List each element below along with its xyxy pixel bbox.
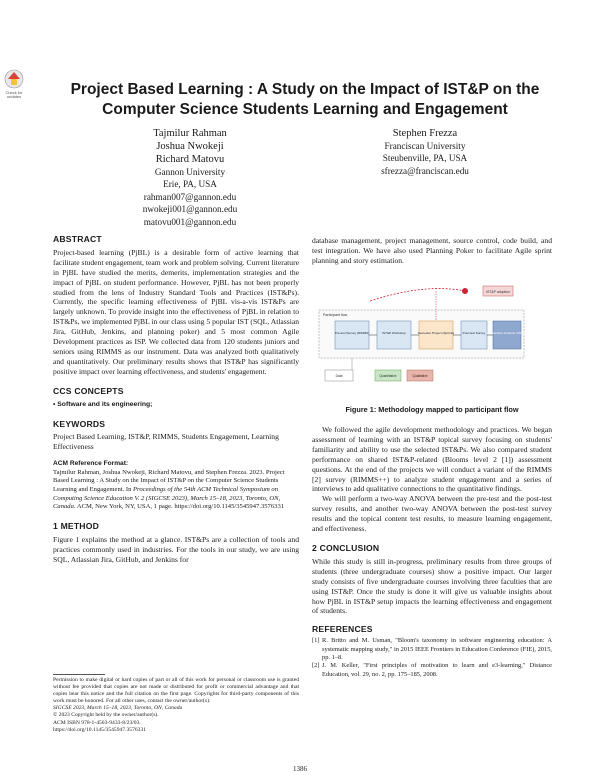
acm-reference-venue: Proceedings of the 54th ACM Technical Symposium on Computing Science Education V. 2 (SIGCSE 2023), March 15–18, 2023, Toronto, ON, Canada. [53, 486, 281, 511]
flow-box-posttest [461, 321, 487, 349]
flow-box-workshop [377, 321, 411, 349]
email[interactable]: rahman007@gannon.edu [143, 191, 237, 202]
figure-caption: Figure 1: Methodology mapped to participant flow [345, 405, 519, 414]
author-name: Stephen Frezza [392, 128, 458, 139]
reference-number: [1] [312, 637, 320, 645]
bottom-box-qual-label: Qualitative [412, 374, 428, 378]
reference-text: R. Britto and M. Usman, "Bloom's taxonomy in software engineering education: A systematic mapping study," in 2015 IEEE Frontiers in Education Conference (FIE), 2015, pp. 1–8. [322, 637, 552, 662]
footnote-block [53, 674, 299, 734]
abstract-text: Project-based learning (PjBL) is a desirable form of active learning that facilitate student engagement, team work and problem solving. Current literature in PjBL have studied the merits, demerits, implementation strategies and the impact of PjBL on student performance. However, PjBL has not been properly studied from the lens of Industry Standard Tools and Practices (IST&Ps). Currently, the specific learning effectiveness of PjBL vis-a-vis IST&Ps are largely unknown. To provide insight into the effectiveness of PjBL in relation to IST&Ps, we implemented PjBL in our class using 5 popular IST (SQL, Atlassian Jira, GitHub, Jenkins, and planning poker) and 5 most common Agile Development practices as ISP. We collected data from 120 students juniors and seniors using RIMMS as our instrument. Data was analyzed both qualitatively and quantitatively. Our preliminary results shows that IST&P has significantly positive impact over learning effectiveness, and students' engagement. [53, 247, 299, 376]
flow-box-analysis-label: Comparative Analysis (ANOVA) [485, 331, 529, 335]
check-for-updates-logo[interactable] [2, 68, 26, 98]
bottom-box-data-label: Data [335, 374, 343, 378]
isbn-line: ACM ISBN 978-1-4503-9433-8/23/03. [53, 719, 141, 726]
paper-title [40, 80, 570, 120]
location: Steubenville, PA, USA [382, 153, 468, 164]
left-column [53, 235, 299, 564]
body-paragraph-1: We followed the agile development methodology and practices. We began assessment of learning with an IST&P topical survey focusing on students' familiarity and ability to use the selected IST&Ps. We also compared student performance on shared IST&P-related (Blooms level 2 [1]) assessment questions. At the end of the projects we will conduct a variant of the RIMMS [2] survey (RIMMS++) to analyze student engagement and a series of interviews to add qualitative connections to the quantitative findings. [312, 425, 552, 494]
flow-box-analysis [493, 321, 521, 349]
participant-flow-label: Participant flow [323, 313, 348, 317]
method-text-left: Figure 1 explains the method at a glance. IST&Ps are a collection of tools and practices commonly used in industries. For the tools in our study, we are using SQL, Atlassian Jira, GitHub, and Jenkins for [53, 534, 299, 564]
email[interactable]: nwokeji001@gannon.edu [142, 204, 238, 215]
right-column-body [312, 425, 552, 679]
bottom-box-quant-label: Quantitative [379, 374, 397, 378]
author-name: Joshua Nwokeji [156, 141, 224, 152]
conference-line: SIGCSE 2023, March 15–18, 2023, Toronto, ON, Canada [53, 705, 183, 712]
flow-box-pretest [335, 321, 369, 349]
author-name: Richard Matovu [155, 154, 225, 165]
doi-line[interactable]: https://doi.org/10.1145/3545947.3576331 [53, 726, 147, 733]
location: Erie, PA, USA [163, 179, 217, 190]
email[interactable]: sfrezza@franciscan.edu [381, 165, 469, 176]
ccs-item: • Software and its engineering; [53, 400, 153, 408]
references-heading: REFERENCES [312, 624, 373, 635]
reference-item [312, 662, 552, 679]
svg-text:Check for: Check for [5, 90, 23, 95]
acm-reference [53, 460, 299, 512]
acm-reference-authors: Tajmilur Rahman, Joshua Nwokeji, Richard Matovu, and Stephen Frezza. 2023. Project Based Learning : A Study on the Impact of IST&P on the Computer Science Students Learning and Engagement. In [53, 468, 285, 493]
flow-box-workshop-label: IST&P Workshop [382, 331, 406, 335]
keywords-text: Project Based Learning, IST&P, RIMMS, Students Engagement, Learning Effectiveness [53, 432, 279, 452]
conclusion-text: While this study is still in-progress, preliminary results from three groups of students (three undergraduate courses) show a positive impact. Our larger study consists of five undergraduate courses involving three faculties that are using IST&P. Once the study is done it will give us valuable insights about how PjBL in IST&P setup impacts the learning effectiveness and engagement of students. [312, 556, 552, 616]
abstract-heading: ABSTRACT [53, 234, 102, 244]
flow-box-posttest-label: Post-test Survey [462, 331, 486, 335]
flow-box-project-label: Semester Project (Sprints) [417, 331, 455, 335]
copyright-line: © 2023 Copyright held by the owner/author(s). [53, 712, 159, 719]
affiliation: Gannon University [154, 167, 226, 177]
acm-reference-rest: ACM, New York, NY, USA, 1 page. https://doi.org/10.1145/3545947.3576331 [75, 503, 285, 511]
method-text-right: database management, project management, source control, code build, and test integration. We have also used Planning Poker to facilitate Agile sprint planning and story estimation. [312, 236, 552, 265]
author-block-left [90, 127, 290, 228]
title-line-1: Project Based Learning : A Study on the Impact of IST&P on the [70, 81, 540, 98]
red-marker [462, 288, 468, 294]
adoption-label: IST&P adoption [486, 290, 510, 294]
reference-list [312, 637, 552, 679]
body-paragraph-2: We will perform a two-way ANOVA between the pre-test and the post-test survey results, and another two-way ANOVA between the post-test survey results and the topical content test results, to measure learning engagement, and effectiveness. [312, 494, 552, 534]
conclusion-heading: 2 CONCLUSION [312, 542, 380, 553]
email[interactable]: matovu001@gannon.edu [143, 216, 237, 227]
title-line-2: Computer Science Students Learning and Engagement [102, 101, 508, 118]
affiliation: Franciscan University [384, 141, 466, 151]
reference-text: J. M. Keller, "First principles of motivation to learn and e3-learning," Distance Education, vol. 29, no. 2, pp. 175–185, 2008. [322, 662, 552, 678]
svg-text:updates: updates [6, 94, 22, 98]
permission-notice: Permission to make digital or hard copies of part or all of this work for personal or classroom use is granted without fee provided that copies are not made or distributed for profit or commercial advantage and that copies bear this notice and the full citation on the first page. Copyrights for third-party components of this work must be honored. For all other uses, contact the owner/author(s). [53, 677, 299, 705]
flow-box-project [419, 321, 453, 349]
reference-number: [2] [312, 662, 320, 670]
keywords-heading: KEYWORDS [53, 418, 106, 429]
flow-box-pretest-label: Pre-test Survey (RIMMS) [334, 331, 370, 335]
page-number: 1386 [293, 765, 307, 773]
method-heading: 1 METHOD [53, 520, 100, 531]
method-continued [312, 236, 552, 266]
ccs-heading: CCS CONCEPTS [53, 385, 124, 396]
author-name: Tajmilur Rahman [153, 128, 227, 139]
author-block-right [330, 127, 520, 177]
methodology-figure [315, 275, 550, 390]
acm-reference-label: ACM Reference Format: [53, 460, 129, 468]
reference-item [312, 637, 552, 662]
footnote-rule [53, 674, 105, 675]
